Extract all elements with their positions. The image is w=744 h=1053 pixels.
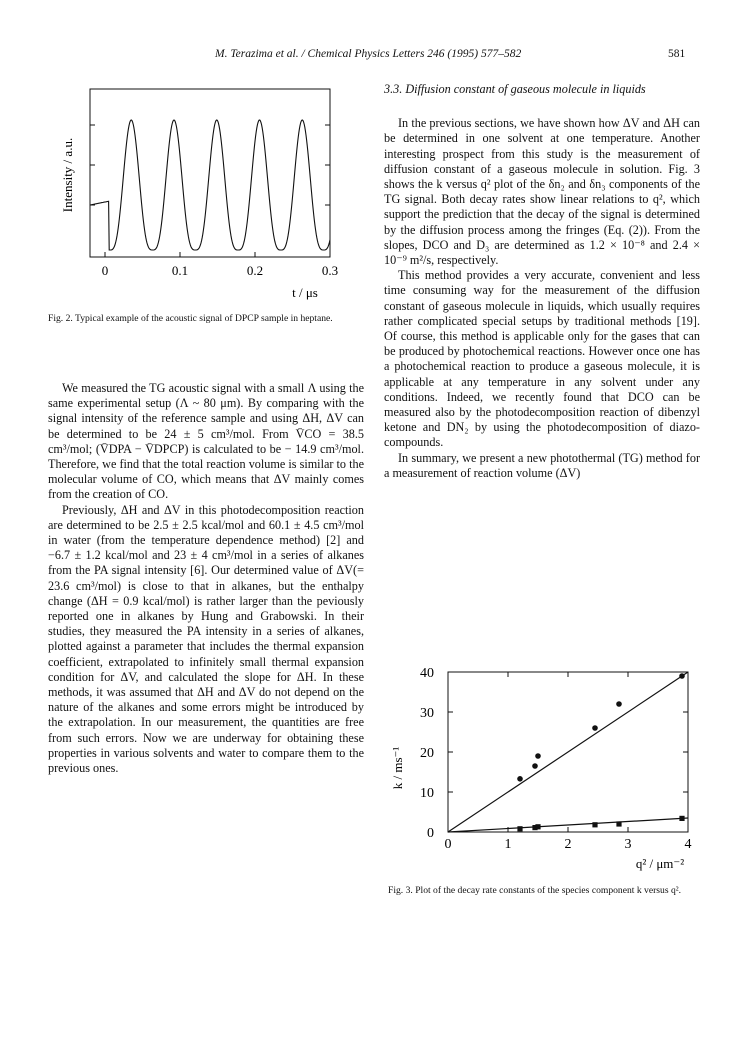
page-number: 581 xyxy=(668,48,686,60)
fig2-signal-trace xyxy=(90,120,330,250)
running-header xyxy=(0,48,744,64)
fig3-point-lower xyxy=(616,821,621,826)
fig2-x-tick-label: 0.1 xyxy=(171,263,189,278)
fig3-point-lower xyxy=(535,824,540,829)
fig3-plot-area xyxy=(448,672,688,832)
fig3-x-tick-labels xyxy=(445,837,692,852)
fig3-y-tick-label: 30 xyxy=(420,706,434,721)
fig3-point-upper xyxy=(535,753,541,759)
section-3-3-title: 3.3. Diffusion constant of gaseous molecule in liquids xyxy=(384,82,646,96)
fig3-point-lower xyxy=(517,826,522,831)
figure-3-decay-rate-plot xyxy=(388,650,700,882)
fig3-fit-line xyxy=(448,672,688,832)
figure-2-acoustic-signal xyxy=(50,85,360,300)
right-column-text xyxy=(384,82,700,481)
fig3-point-upper xyxy=(517,776,523,782)
fig2-x-tick-label: 0.2 xyxy=(246,263,264,278)
fig3-point-lower xyxy=(592,822,597,827)
fig3-x-axis-label: q² / μm⁻² xyxy=(635,856,685,871)
fig3-y-tick-label: 10 xyxy=(420,786,434,801)
figure-3-caption: Fig. 3. Plot of the decay rate constants of the species component k versus q². xyxy=(388,885,682,896)
fig3-y-axis-label: k / ms⁻¹ xyxy=(390,746,405,790)
left-column-text xyxy=(48,381,364,776)
fig3-x-tick-label: 2 xyxy=(564,837,572,852)
journal-citation: M. Terazima et al. / Chemical Physics Letters 246 (1995) 577–582 xyxy=(215,48,522,60)
fig3-y-tick-label: 0 xyxy=(427,826,434,841)
fig2-x-tick-label: 0.3 xyxy=(321,263,339,278)
fig3-y-tick-label: 20 xyxy=(420,746,434,761)
fig2-y-axis-label: Intensity / a.u. xyxy=(60,137,75,213)
fig3-x-tick-label: 0 xyxy=(444,837,452,852)
fig3-point-upper xyxy=(532,763,538,769)
fig3-point-lower xyxy=(679,816,684,821)
figure-2-caption: Fig. 2. Typical example of the acoustic signal of DPCP sample in heptane. xyxy=(48,313,333,324)
right-paragraph-2: This method provides a very accurate, convenient and less time consuming way for the measurement of the diffusion constant of gaseous molecule in liquids, which usually requires rather complicated special setups by traditional methods [19]. Of course, this method is applicable only for the gases that can be produced by photochemical reactions. However once one has a photochemical reaction to produce a gaseous molecule, it is applicable at any temperature in any solvent under any conditions. Indeed, we recently found that DCO can be measured also by the photodecomposition reaction of dibenzyl ketone and DN₂ by using the photodecomposition of diazo-compounds. xyxy=(384,268,700,450)
left-paragraph-1: We measured the TG acoustic signal with a small Λ using the same experimental setup (Λ ~ 80 μm). By comparing with the signal intensity of the reference sample and using ΔH, ΔV can be determined to be 24 ± 5 cm³/mol. From V̄CO = 38.5 cm³/mol; (V̄DPA − V̄DPCP) is calculated to be − 14.9 cm³/mol. Therefore, we find that the total reaction volume is similar to the molecular volume of CO, which means that ΔV mainly comes from the creation of CO. xyxy=(48,381,364,502)
fig3-x-tick-label: 1 xyxy=(504,837,512,852)
fig2-x-tick-label: 0 xyxy=(101,263,109,278)
right-paragraph-1: In the previous sections, we have shown how ΔV and ΔH can be determined in one solvent at one temperature. Another interesting prospect from this study is the measurement of diffusion constant of a gaseous molecule in solution. Fig. 3 shows the k versus q² plot of the δn₂ and δn₃ components of the TG signal. Both decay rates show linear relations to q², which support the prediction that the decay of the signal is determined by the diffusion process among the fringes (Eq. (2)). From the slopes, DCO and D₃ are determined as 1.2 × 10⁻⁸ and 2.4 × 10⁻⁹ m²/s, respectively. xyxy=(384,116,700,268)
fig2-x-axis-label: t / μs xyxy=(292,285,318,300)
fig3-x-tick-label: 4 xyxy=(684,837,692,852)
fig2-frame xyxy=(90,89,330,257)
fig3-point-upper xyxy=(679,673,685,679)
fig3-point-upper xyxy=(592,725,598,731)
fig3-x-tick-label: 3 xyxy=(624,837,632,852)
fig3-y-tick-label: 40 xyxy=(420,666,434,681)
fig2-plot-area xyxy=(90,89,330,257)
fig3-y-tick-labels xyxy=(420,666,434,841)
right-paragraph-3: In summary, we present a new photothermal (TG) method for a measurement of reaction volume (ΔV) xyxy=(384,450,700,480)
left-paragraph-2: Previously, ΔH and ΔV in this photodecomposition reaction are determined to be 2.5 ± 2.5 kcal/mol and 60.1 ± 4.5 cm³/mol in water (from the temperature dependence method) [2] and −6.7 ± 1.2 kcal/mol and 23 ± 4 cm³/mol in a series of alkanes from the PA signal intensity [6]. Our determined value of ΔV(= 23.6 cm³/mol) is close to that in alkanes, but the enthalpy change (ΔH = 0.9 kcal/mol) is rather larger than the peviously reported one in alkanes by Hung and Grabowski. In their studies, they measured the PA intensity in a series of alkanes, plotted against a parameter that includes the thermal expansion coefficient, extrapolated to infinitely small thermal expansion condition for ΔV, and calculated the slope for ΔH. In these methods, it was assumed that ΔH and ΔV do not depend on the nature of the alkanes and some errors might be introduced by the extrapolation. In our measurement, the quantities are free from such errors. Now we are underway for obtaining these properties in various solvents and water to compare them to the previous ones. xyxy=(48,502,364,776)
fig3-point-upper xyxy=(616,701,622,707)
fig2-x-tick-labels xyxy=(102,263,338,278)
